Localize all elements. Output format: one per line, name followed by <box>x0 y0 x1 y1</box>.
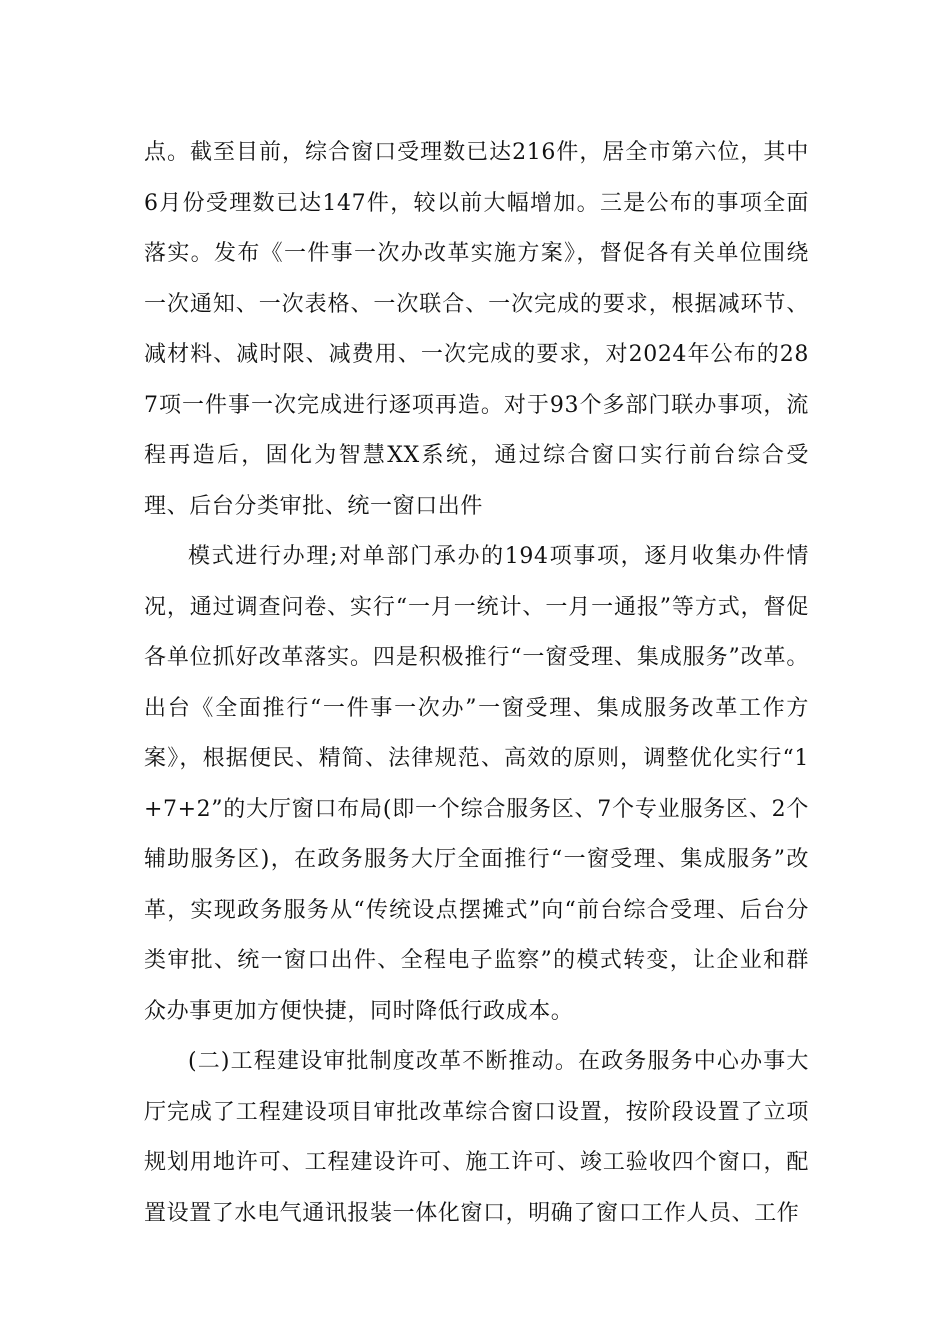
paragraph-2: 模式进行办理;对单部门承办的194项事项，逐月收集办件情况，通过调查问卷、实行“一月一统计、一月一通报”等方式，督促各单位抓好改革落实。四是积极推行“一窗受理、集成服务”改革。出台《全面推行“一件事一次办”一窗受理、集成服务改革工作方案》，根据便民、精简、法律规范、高效的原则，调整优化实行“1+7+2”的大厅窗口布局(即一个综合服务区、7个专业服务区、2个辅助服务区)，在政务服务大厅全面推行“一窗受理、集成服务”改革，实现政务服务从“传统设点摆摊式”向“前台综合受理、后台分类审批、统一窗口出件、全程电子监察”的模式转变，让企业和群众办事更加方便快捷，同时降低行政成本。 <box>144 544 809 1024</box>
document-body <box>144 128 809 1239</box>
paragraph-1: 点。截至目前，综合窗口受理数已达216件，居全市第六位，其中6月份受理数已达147件，较以前大幅增加。三是公布的事项全面落实。发布《一件事一次办改革实施方案》，督促各有关单位围绕一次通知、一次表格、一次联合、一次完成的要求，根据减环节、减材料、减时限、减费用、一次完成的要求，对2024年公布的287项一件事一次完成进行逐项再造。对于93个多部门联办事项，流程再造后，固化为智慧XX系统，通过综合窗口实行前台综合受理、后台分类审批、统一窗口出件 <box>144 140 809 519</box>
paragraph-3: (二)工程建设审批制度改革不断推动。在政务服务中心办事大厅完成了工程建设项目审批改革综合窗口设置，按阶段设置了立项规划用地许可、工程建设许可、施工许可、竣工验收四个窗口，配置设置了水电气通讯报装一体化窗口，明确了窗口工作人员、工作 <box>144 1049 809 1226</box>
